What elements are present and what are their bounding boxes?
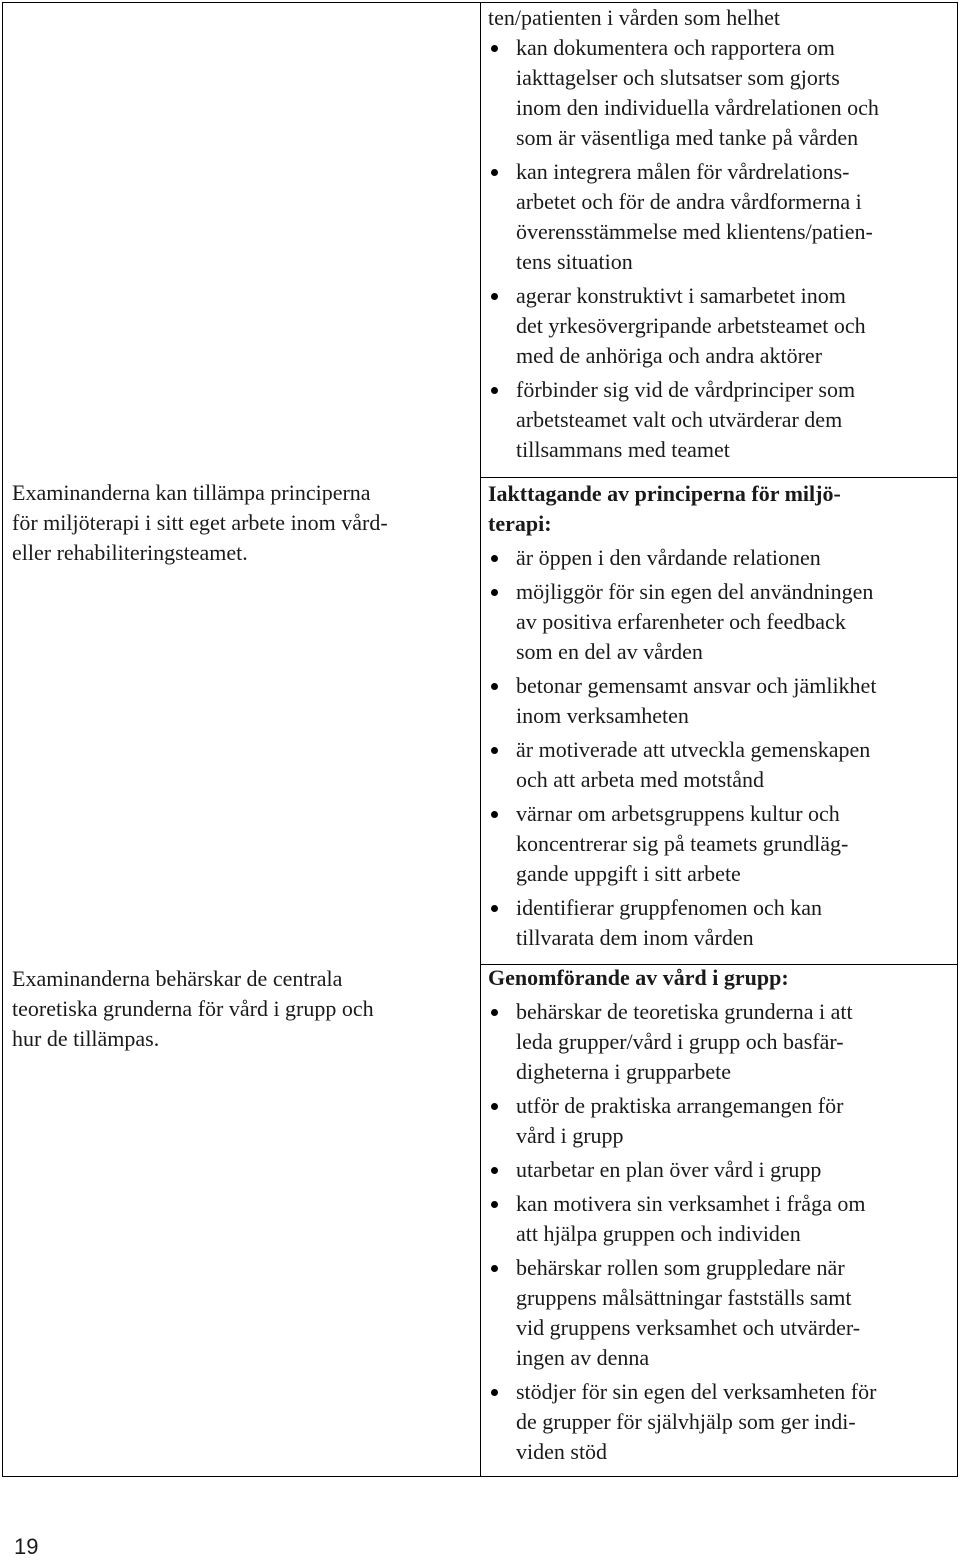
list-item-line: agerar konstruktivt i samarbetet inom bbox=[516, 283, 846, 308]
list-item-line: möjliggör för sin egen del användningen bbox=[516, 579, 874, 604]
left-cell-line: Examinanderna behärskar de centrala bbox=[12, 966, 343, 991]
bullet-icon bbox=[491, 1103, 498, 1110]
list-item-line: vård i grupp bbox=[516, 1123, 624, 1148]
list-item-line: betonar gemensamt ansvar och jämlikhet bbox=[516, 673, 877, 698]
list-item-line: stödjer för sin egen del verksamheten för bbox=[516, 1379, 877, 1404]
list-item-line: av positiva erfarenheter och feedback bbox=[516, 609, 846, 634]
list-item-line: digheterna i grupparbete bbox=[516, 1059, 732, 1084]
bullet-icon bbox=[491, 45, 498, 52]
left-cell-line: hur de tillämpas. bbox=[12, 1026, 160, 1051]
list-item bbox=[488, 1377, 948, 1467]
list-item-line: identifierar gruppfenomen och kan bbox=[516, 895, 823, 920]
left-cell-environmental-therapy bbox=[12, 478, 462, 568]
list-item-line: ingen av denna bbox=[516, 1345, 650, 1370]
list-item-line: behärskar de teoretiska grunderna i att bbox=[516, 999, 853, 1024]
list-item bbox=[488, 799, 948, 889]
list-item bbox=[488, 375, 948, 465]
left-cell-group-care bbox=[12, 964, 462, 1054]
list-item-line: tillvarata dem inom vården bbox=[516, 925, 754, 950]
bullet-icon bbox=[491, 169, 498, 176]
list-item bbox=[488, 1091, 948, 1151]
list-item-line: som är väsentliga med tanke på vården bbox=[516, 125, 859, 150]
list-item-line: iakttagelser och slutsatser som gjorts bbox=[516, 65, 840, 90]
section-heading bbox=[488, 963, 948, 993]
bullet-icon bbox=[491, 1265, 498, 1272]
row-divider bbox=[480, 477, 957, 478]
bullet-icon bbox=[491, 555, 498, 562]
right-block-care-relationship bbox=[488, 3, 948, 469]
list-item-line: gande uppgift i sitt arbete bbox=[516, 861, 741, 886]
list-item-line: med de anhöriga och andra aktörer bbox=[516, 343, 823, 368]
list-item-line: koncentrerar sig på teamets grundläg- bbox=[516, 831, 849, 856]
bullet-icon bbox=[491, 589, 498, 596]
list-item-line: tillsammans med teamet bbox=[516, 437, 730, 462]
bullet-list bbox=[488, 997, 948, 1467]
list-item bbox=[488, 543, 948, 573]
list-item bbox=[488, 997, 948, 1087]
right-block-environmental-therapy bbox=[488, 479, 948, 957]
list-item-line: gruppens målsättningar fastställs samt bbox=[516, 1285, 852, 1310]
list-item bbox=[488, 1189, 948, 1249]
bullet-icon bbox=[491, 811, 498, 818]
bullet-icon bbox=[491, 387, 498, 394]
section-heading-line: Iakttagande av principerna för miljö- bbox=[488, 481, 841, 506]
bullet-icon bbox=[491, 1389, 498, 1396]
list-item-line: och att arbeta med motstånd bbox=[516, 767, 765, 792]
list-item-line: förbinder sig vid de vårdprinciper som bbox=[516, 377, 856, 402]
left-cell-line: eller rehabiliteringsteamet. bbox=[12, 540, 248, 565]
list-item-line: kan motivera sin verksamhet i fråga om bbox=[516, 1191, 866, 1216]
list-item bbox=[488, 893, 948, 953]
section-heading-line: terapi: bbox=[488, 511, 552, 536]
list-item-line: de grupper för självhjälp som ger indi- bbox=[516, 1409, 856, 1434]
bullet-icon bbox=[491, 1201, 498, 1208]
bullet-icon bbox=[491, 747, 498, 754]
column-divider bbox=[480, 3, 481, 1476]
bullet-list bbox=[488, 33, 948, 465]
list-item-line: värnar om arbetsgruppens kultur och bbox=[516, 801, 840, 826]
list-item bbox=[488, 735, 948, 795]
list-item-line: leda grupper/vård i grupp och basfär- bbox=[516, 1029, 844, 1054]
list-item bbox=[488, 577, 948, 667]
page-number: 19 bbox=[14, 1534, 39, 1559]
bullet-icon bbox=[491, 293, 498, 300]
list-item-line: är motiverade att utveckla gemenskapen bbox=[516, 737, 871, 762]
lead-line: ten/patienten i vården som helhet bbox=[488, 5, 781, 30]
list-item-line: inom den individuella vårdrelationen och bbox=[516, 95, 879, 120]
list-item-line: inom verksamheten bbox=[516, 703, 689, 728]
list-item-line: behärskar rollen som gruppledare när bbox=[516, 1255, 845, 1280]
list-item bbox=[488, 157, 948, 277]
bullet-icon bbox=[491, 1009, 498, 1016]
list-item-line: vid gruppens verksamhet och utvärder- bbox=[516, 1315, 861, 1340]
list-item bbox=[488, 281, 948, 371]
bullet-list bbox=[488, 543, 948, 953]
list-item bbox=[488, 1155, 948, 1185]
right-block-group-care bbox=[488, 963, 948, 1471]
left-cell-line: teoretiska grunderna för vård i grupp och bbox=[12, 996, 374, 1021]
list-item-line: överensstämmelse med klientens/patien- bbox=[516, 219, 873, 244]
bullet-icon bbox=[491, 905, 498, 912]
list-item-line: arbetet och för de andra vårdformerna i bbox=[516, 189, 862, 214]
list-item-line: kan dokumentera och rapportera om bbox=[516, 35, 835, 60]
list-item-line: är öppen i den vårdande relationen bbox=[516, 545, 821, 570]
list-item-line: utför de praktiska arrangemangen för bbox=[516, 1093, 844, 1118]
list-item-line: som en del av vården bbox=[516, 639, 703, 664]
list-item-line: arbetsteamet valt och utvärderar dem bbox=[516, 407, 843, 432]
list-item-line: utarbetar en plan över vård i grupp bbox=[516, 1157, 822, 1182]
list-item-line: viden stöd bbox=[516, 1439, 608, 1464]
list-item-line: kan integrera målen för vårdrelations- bbox=[516, 159, 850, 184]
bullet-icon bbox=[491, 1167, 498, 1174]
list-item bbox=[488, 33, 948, 153]
list-item bbox=[488, 671, 948, 731]
list-item-line: tens situation bbox=[516, 249, 633, 274]
list-item-line: det yrkesövergripande arbetsteamet och bbox=[516, 313, 866, 338]
bullet-icon bbox=[491, 683, 498, 690]
left-cell-line: Examinanderna kan tillämpa principerna bbox=[12, 480, 371, 505]
list-item bbox=[488, 1253, 948, 1373]
section-heading bbox=[488, 479, 948, 539]
left-cell-line: för miljöterapi i sitt eget arbete inom vård- bbox=[12, 510, 388, 535]
list-item-line: att hjälpa gruppen och individen bbox=[516, 1221, 801, 1246]
section-heading-line: Genomförande av vård i grupp: bbox=[488, 965, 789, 990]
